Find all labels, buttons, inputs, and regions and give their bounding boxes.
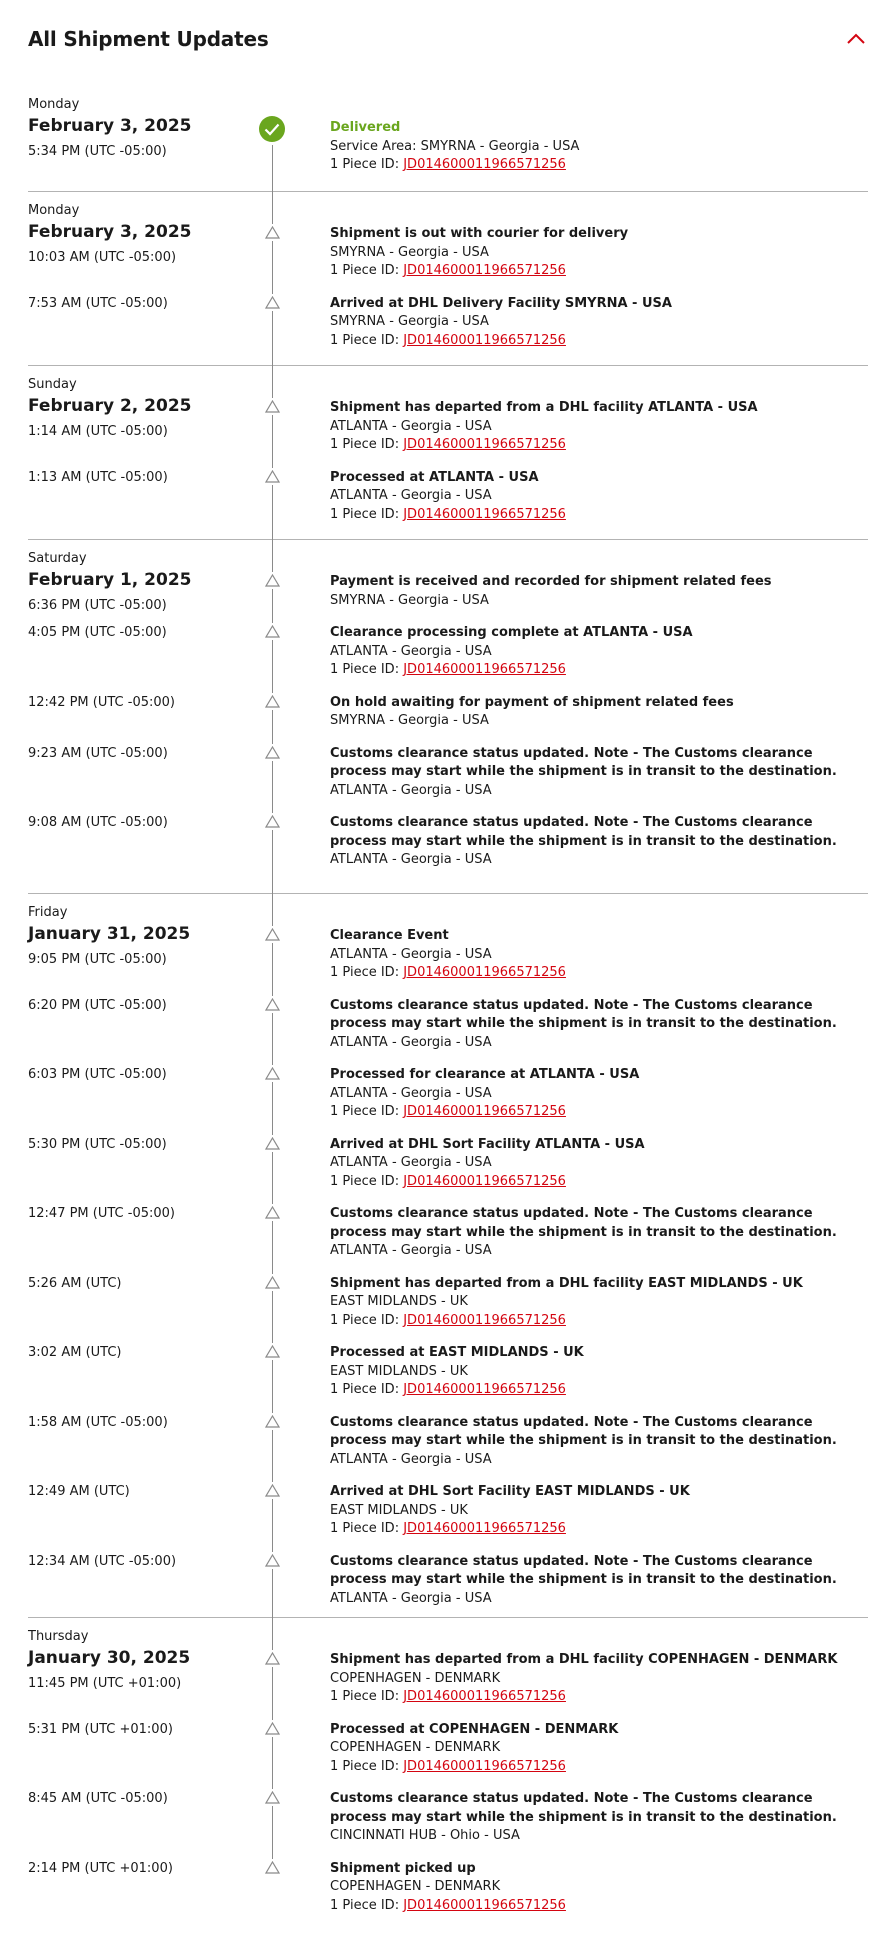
piece-id-link[interactable]: JD014600011966571256 xyxy=(403,1758,566,1774)
piece-id-row xyxy=(330,1897,870,1916)
event-time: 9:23 AM (UTC -05:00) xyxy=(28,745,168,761)
piece-id-link[interactable]: JD014600011966571256 xyxy=(403,263,566,278)
status-triangle-icon xyxy=(265,1484,280,1497)
event-title: Shipment has departed from a DHL facility ATLANTA - USA xyxy=(330,400,758,415)
status-triangle-icon xyxy=(265,1206,280,1219)
status-triangle-icon xyxy=(265,695,280,708)
piece-id-link[interactable]: JD014600011966571256 xyxy=(403,1104,566,1119)
piece-id-link[interactable]: JD014600011966571256 xyxy=(403,506,566,522)
piece-id-label: 1 Piece ID: xyxy=(330,1758,400,1774)
event-location: ATLANTA - Georgia - USA xyxy=(330,1034,492,1050)
piece-id-label: 1 Piece ID: xyxy=(330,263,400,278)
event-time: 8:45 AM (UTC -05:00) xyxy=(28,1791,168,1806)
status-triangle-icon xyxy=(265,1861,280,1874)
event-location: COPENHAGEN - DENMARK xyxy=(330,1740,501,1755)
status-triangle-icon xyxy=(265,815,280,828)
piece-id-row xyxy=(330,1688,870,1707)
timeline-connector xyxy=(272,1013,273,1066)
event-time: 10:03 AM (UTC -05:00) xyxy=(28,250,177,265)
shipment-event xyxy=(330,225,870,281)
event-time: 5:30 PM (UTC -05:00) xyxy=(28,1136,167,1152)
event-title: Shipment has departed from a DHL facility COPENHAGEN - DENMARK xyxy=(330,1652,838,1667)
timeline-connector xyxy=(272,943,273,996)
event-time: 2:14 PM (UTC +01:00) xyxy=(28,1860,173,1876)
piece-id-label: 1 Piece ID: xyxy=(330,437,400,452)
shipment-event xyxy=(330,1790,870,1846)
status-triangle-icon xyxy=(265,296,280,309)
event-location: COPENHAGEN - DENMARK xyxy=(330,1879,501,1894)
piece-id-label: 1 Piece ID: xyxy=(330,1104,400,1119)
event-location: ATLANTA - Georgia - USA xyxy=(330,1085,492,1101)
group-date: February 3, 2025 xyxy=(28,116,192,136)
event-title: Processed at COPENHAGEN - DENMARK xyxy=(330,1721,619,1737)
event-title: Customs clearance status updated. Note - The Customs clearance process may start while the shipment is in transit to the destination. xyxy=(330,1791,837,1825)
shipment-event xyxy=(330,1344,870,1400)
event-time: 11:45 PM (UTC +01:00) xyxy=(28,1676,182,1691)
piece-id-label: 1 Piece ID: xyxy=(330,965,400,980)
shipment-event xyxy=(330,1275,870,1331)
event-time: 1:58 AM (UTC -05:00) xyxy=(28,1414,168,1430)
event-title: Clearance Event xyxy=(330,928,449,943)
event-status-delivered: Delivered xyxy=(330,120,401,135)
status-triangle-icon xyxy=(265,1067,280,1080)
timeline-connector xyxy=(272,1737,273,1790)
event-time: 5:26 AM (UTC) xyxy=(28,1275,122,1291)
timeline-connector xyxy=(272,1291,273,1344)
status-triangle-icon xyxy=(265,1722,280,1735)
page-title: All Shipment Updates xyxy=(28,27,269,51)
timeline-connector xyxy=(272,640,273,693)
piece-id-label: 1 Piece ID: xyxy=(330,1689,400,1704)
piece-id-row xyxy=(330,1381,870,1400)
timeline-connector xyxy=(272,241,273,294)
timeline-connector xyxy=(272,485,273,573)
status-triangle-icon xyxy=(265,574,280,587)
event-time: 9:08 AM (UTC -05:00) xyxy=(28,815,168,830)
event-time: 12:47 PM (UTC -05:00) xyxy=(28,1206,175,1221)
group-separator xyxy=(28,191,868,192)
event-location: ATLANTA - Georgia - USA xyxy=(330,782,492,798)
status-triangle-icon xyxy=(265,625,280,638)
event-title: Customs clearance status updated. Note - The Customs clearance process may start while the shipment is in transit to the destination. xyxy=(330,1414,837,1448)
piece-id-row xyxy=(330,1312,870,1331)
piece-id-row xyxy=(330,661,870,680)
group-separator xyxy=(28,893,868,894)
piece-id-row xyxy=(330,262,870,281)
event-time: 6:20 PM (UTC -05:00) xyxy=(28,997,167,1013)
timeline-connector xyxy=(272,1360,273,1413)
shipment-event xyxy=(330,1721,870,1777)
piece-id-row xyxy=(330,1520,870,1539)
shipment-event xyxy=(330,295,870,351)
shipment-event xyxy=(330,1553,870,1609)
shipment-event xyxy=(330,1860,870,1916)
piece-id-row xyxy=(330,436,870,455)
group-weekday: Monday xyxy=(28,203,80,218)
piece-id-row xyxy=(330,156,870,175)
status-triangle-icon xyxy=(265,226,280,239)
event-title: Processed at ATLANTA - USA xyxy=(330,469,539,485)
shipment-event xyxy=(330,1066,870,1122)
event-title: Customs clearance status updated. Note - The Customs clearance process may start while the shipment is in transit to the destination. xyxy=(330,997,837,1031)
piece-id-link[interactable]: JD014600011966571256 xyxy=(403,1382,566,1397)
piece-id-label: 1 Piece ID: xyxy=(330,1897,400,1913)
timeline-connector xyxy=(272,1221,273,1274)
event-time: 5:34 PM (UTC -05:00) xyxy=(28,144,167,159)
shipment-event xyxy=(330,469,870,525)
event-location: ATLANTA - Georgia - USA xyxy=(330,852,492,867)
status-triangle-icon xyxy=(265,1652,280,1665)
event-location: ATLANTA - Georgia - USA xyxy=(330,418,492,434)
piece-id-link[interactable]: JD014600011966571256 xyxy=(403,1521,566,1536)
event-title: On hold awaiting for payment of shipment related fees xyxy=(330,694,734,710)
piece-id-label: 1 Piece ID: xyxy=(330,1521,400,1536)
event-title: Arrived at DHL Delivery Facility SMYRNA - USA xyxy=(330,295,672,311)
shipment-event xyxy=(330,694,870,731)
timeline-connector xyxy=(272,761,273,814)
delivered-check-icon xyxy=(258,115,286,143)
piece-id-link[interactable]: JD014600011966571256 xyxy=(403,1312,566,1328)
status-triangle-icon xyxy=(265,928,280,941)
group-date: February 3, 2025 xyxy=(28,222,192,242)
event-title: Shipment picked up xyxy=(330,1860,476,1876)
piece-id-label: 1 Piece ID: xyxy=(330,506,400,522)
group-weekday: Thursday xyxy=(28,1629,89,1644)
piece-id-label: 1 Piece ID: xyxy=(330,332,400,348)
group-separator xyxy=(28,1617,868,1618)
event-title: Shipment is out with courier for delivery xyxy=(330,226,629,241)
event-location: ATLANTA - Georgia - USA xyxy=(330,643,492,659)
shipment-event xyxy=(330,1483,870,1539)
timeline-connector xyxy=(272,1569,273,1651)
event-time: 6:36 PM (UTC -05:00) xyxy=(28,598,167,613)
event-location: SMYRNA - Georgia - USA xyxy=(330,713,489,728)
event-time: 7:53 AM (UTC -05:00) xyxy=(28,295,168,311)
timeline-connector xyxy=(272,145,273,224)
status-triangle-icon xyxy=(265,1415,280,1428)
event-location: ATLANTA - Georgia - USA xyxy=(330,1590,492,1606)
piece-id-link[interactable]: JD014600011966571256 xyxy=(403,1173,566,1189)
event-location: SMYRNA - Georgia - USA xyxy=(330,314,489,329)
piece-id-row xyxy=(330,1173,870,1192)
event-title: Arrived at DHL Sort Facility EAST MIDLANDS - UK xyxy=(330,1484,690,1499)
piece-id-label: 1 Piece ID: xyxy=(330,1382,400,1397)
piece-id-link[interactable]: JD014600011966571256 xyxy=(403,1689,566,1704)
piece-id-label: 1 Piece ID: xyxy=(330,1312,400,1328)
status-triangle-icon xyxy=(265,746,280,759)
event-location: ATLANTA - Georgia - USA xyxy=(330,946,492,962)
piece-id-label: 1 Piece ID: xyxy=(330,662,400,677)
timeline-connector xyxy=(272,589,273,623)
piece-id-link[interactable]: JD014600011966571256 xyxy=(403,437,566,452)
piece-id-link[interactable]: JD014600011966571256 xyxy=(403,662,566,677)
timeline-connector xyxy=(272,710,273,744)
event-time: 12:42 PM (UTC -05:00) xyxy=(28,694,175,710)
status-triangle-icon xyxy=(265,470,280,483)
event-title: Processed at EAST MIDLANDS - UK xyxy=(330,1345,584,1360)
event-location: CINCINNATI HUB - Ohio - USA xyxy=(330,1828,520,1843)
status-triangle-icon xyxy=(265,1137,280,1150)
piece-id-link[interactable]: JD014600011966571256 xyxy=(403,157,566,172)
group-weekday: Monday xyxy=(28,97,80,112)
event-location: ATLANTA - Georgia - USA xyxy=(330,1243,492,1258)
event-title: Shipment has departed from a DHL facility EAST MIDLANDS - UK xyxy=(330,1275,803,1291)
shipment-event xyxy=(330,927,870,983)
shipment-event xyxy=(330,1136,870,1192)
event-location: ATLANTA - Georgia - USA xyxy=(330,1155,492,1170)
event-time: 12:34 AM (UTC -05:00) xyxy=(28,1553,177,1569)
timeline-connector xyxy=(272,1430,273,1483)
event-time: 6:03 PM (UTC -05:00) xyxy=(28,1067,167,1082)
event-location: ATLANTA - Georgia - USA xyxy=(330,488,492,503)
event-time: 1:14 AM (UTC -05:00) xyxy=(28,424,168,439)
event-location: Service Area: SMYRNA - Georgia - USA xyxy=(330,138,580,154)
event-time: 3:02 AM (UTC) xyxy=(28,1345,122,1360)
event-title: Customs clearance status updated. Note - The Customs clearance process may start while the shipment is in transit to the destination. xyxy=(330,1206,837,1240)
timeline-connector xyxy=(272,1667,273,1720)
event-title: Customs clearance status updated. Note - The Customs clearance process may start while the shipment is in transit to the destination. xyxy=(330,745,837,779)
event-location: COPENHAGEN - DENMARK xyxy=(330,1670,501,1686)
group-weekday: Friday xyxy=(28,905,68,920)
piece-id-link[interactable]: JD014600011966571256 xyxy=(403,965,566,980)
shipment-event xyxy=(330,814,870,870)
event-title: Customs clearance status updated. Note - The Customs clearance process may start while the shipment is in transit to the destination. xyxy=(330,1553,837,1587)
shipment-event xyxy=(330,573,870,610)
event-location: SMYRNA - Georgia - USA xyxy=(330,592,489,608)
status-triangle-icon xyxy=(265,998,280,1011)
timeline-connector xyxy=(272,1806,273,1859)
piece-id-label: 1 Piece ID: xyxy=(330,157,400,172)
event-title: Arrived at DHL Sort Facility ATLANTA - USA xyxy=(330,1136,645,1152)
piece-id-link[interactable]: JD014600011966571256 xyxy=(403,332,566,348)
group-separator xyxy=(28,539,868,540)
event-time: 4:05 PM (UTC -05:00) xyxy=(28,625,167,640)
status-triangle-icon xyxy=(265,1345,280,1358)
piece-id-row xyxy=(330,506,870,525)
timeline-connector xyxy=(272,1499,273,1552)
event-location: EAST MIDLANDS - UK xyxy=(330,1294,468,1309)
event-location: EAST MIDLANDS - UK xyxy=(330,1363,468,1379)
timeline-connector xyxy=(272,1152,273,1205)
piece-id-row xyxy=(330,1103,870,1122)
event-location: EAST MIDLANDS - UK xyxy=(330,1502,468,1518)
timeline-connector xyxy=(272,415,273,468)
piece-id-row xyxy=(330,1758,870,1777)
group-date: January 30, 2025 xyxy=(28,1648,191,1668)
group-separator xyxy=(28,365,868,366)
status-triangle-icon xyxy=(265,1276,280,1289)
event-title: Clearance processing complete at ATLANTA - USA xyxy=(330,625,693,640)
piece-id-row xyxy=(330,332,870,351)
event-title: Processed for clearance at ATLANTA - USA xyxy=(330,1067,640,1082)
shipment-event xyxy=(330,745,870,801)
event-time: 9:05 PM (UTC -05:00) xyxy=(28,952,167,967)
shipment-event xyxy=(330,1414,870,1470)
shipment-event xyxy=(330,997,870,1053)
shipment-event xyxy=(330,399,870,455)
event-location: SMYRNA - Georgia - USA xyxy=(330,244,489,260)
group-date: February 1, 2025 xyxy=(28,570,192,590)
shipment-event xyxy=(330,1651,870,1707)
event-title: Payment is received and recorded for shipment related fees xyxy=(330,574,772,589)
group-weekday: Sunday xyxy=(28,377,77,392)
shipment-event xyxy=(330,119,870,175)
shipment-event xyxy=(330,1205,870,1261)
group-date: January 31, 2025 xyxy=(28,924,191,944)
status-triangle-icon xyxy=(265,1554,280,1567)
timeline-connector xyxy=(272,1082,273,1135)
piece-id-link[interactable]: JD014600011966571256 xyxy=(403,1897,566,1913)
group-weekday: Saturday xyxy=(28,551,87,566)
piece-id-row xyxy=(330,964,870,983)
status-triangle-icon xyxy=(265,400,280,413)
timeline-connector xyxy=(272,830,273,926)
status-triangle-icon xyxy=(265,1791,280,1804)
event-location: ATLANTA - Georgia - USA xyxy=(330,1451,492,1467)
piece-id-label: 1 Piece ID: xyxy=(330,1173,400,1189)
timeline-connector xyxy=(272,311,273,399)
event-time: 12:49 AM (UTC) xyxy=(28,1484,130,1499)
event-time: 5:31 PM (UTC +01:00) xyxy=(28,1721,173,1737)
shipment-event xyxy=(330,624,870,680)
group-date: February 2, 2025 xyxy=(28,396,192,416)
event-title: Customs clearance status updated. Note - The Customs clearance process may start while the shipment is in transit to the destination. xyxy=(330,815,837,849)
event-time: 1:13 AM (UTC -05:00) xyxy=(28,469,168,485)
